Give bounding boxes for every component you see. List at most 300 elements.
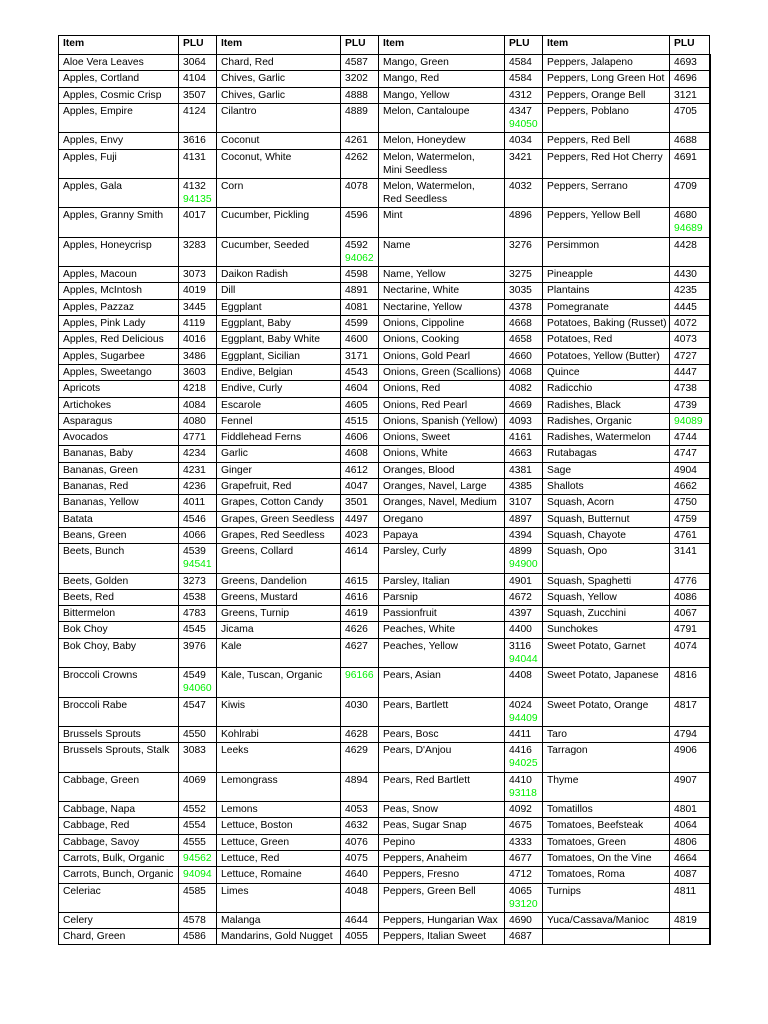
plu-code: 4024 — [509, 699, 532, 711]
plu-code: 4017 — [183, 210, 206, 222]
plu-code: 4619 — [345, 608, 368, 620]
item-name-cell — [543, 397, 670, 413]
item-name: Garlic — [221, 448, 248, 460]
plu-cell — [179, 413, 217, 429]
organic-plu-code: 94900 — [509, 559, 538, 571]
plu-code: 3976 — [183, 640, 206, 652]
plu-code: 4066 — [183, 529, 206, 541]
item-name-cell — [379, 697, 505, 726]
item-name-cell — [379, 462, 505, 478]
plu-cell — [179, 267, 217, 283]
plu-code: 3507 — [183, 89, 206, 101]
item-name: Eggplant, Sicilian — [221, 350, 300, 362]
item-name: Chard, Green — [63, 931, 126, 943]
plu-cell — [179, 446, 217, 462]
item-name-cell — [217, 912, 341, 928]
plu-cell — [341, 867, 379, 883]
item-name-cell — [379, 87, 505, 103]
table-row — [59, 802, 710, 818]
item-name: Kohlrabi — [221, 728, 259, 740]
item-name-cell — [379, 430, 505, 446]
item-name-cell — [217, 364, 341, 380]
item-name-cell — [217, 883, 341, 912]
item-name: Apples, Sugarbee — [63, 350, 145, 362]
plu-cell — [505, 726, 543, 742]
plu-code: 4677 — [509, 852, 532, 864]
item-name: Sweet Potato, Japanese — [547, 670, 659, 682]
plu-cell — [341, 149, 379, 178]
plu-code: 4891 — [345, 285, 368, 297]
plu-cell — [505, 462, 543, 478]
item-name-cell — [217, 55, 341, 71]
item-name-cell — [379, 149, 505, 178]
plu-cell — [670, 495, 710, 511]
item-name-cell — [217, 743, 341, 772]
item-name-cell — [59, 668, 179, 697]
plu-cell — [670, 364, 710, 380]
item-name-cell — [543, 726, 670, 742]
plu-code: 4082 — [509, 383, 532, 395]
item-name-cell — [217, 462, 341, 478]
item-name: Coconut, White — [221, 151, 292, 163]
item-name: Beans, Green — [63, 529, 127, 541]
item-name: Thyme — [547, 774, 579, 786]
item-name: Tomatillos — [547, 804, 593, 816]
item-name-cell — [59, 883, 179, 912]
plu-code: 4065 — [509, 885, 532, 897]
item-name-cell — [543, 883, 670, 912]
item-name-cell — [217, 818, 341, 834]
plu-code: 4783 — [183, 608, 206, 620]
plu-cell — [505, 316, 543, 332]
table-row — [59, 929, 710, 945]
plu-cell — [341, 912, 379, 928]
item-name-cell — [59, 589, 179, 605]
plu-cell — [179, 772, 217, 801]
plu-cell — [505, 55, 543, 71]
table-row — [59, 283, 710, 299]
item-name-cell — [217, 413, 341, 429]
plu-code: 4047 — [345, 481, 368, 492]
item-name-cell — [543, 527, 670, 543]
item-name-cell — [543, 430, 670, 446]
plu-cell — [179, 316, 217, 332]
plu-cell — [179, 818, 217, 834]
item-name: Kale, Tuscan, Organic — [221, 670, 323, 682]
item-name-cell — [217, 527, 341, 543]
item-name-cell — [217, 149, 341, 178]
plu-cell — [670, 237, 710, 266]
item-name: Pepino — [383, 836, 416, 848]
plu-code: 4546 — [183, 513, 206, 525]
item-name: Kale — [221, 640, 242, 652]
plu-code: 4032 — [509, 180, 532, 192]
plu-code: 4161 — [509, 432, 532, 444]
plu-code: 4705 — [674, 105, 697, 117]
item-name: Peaches, Yellow — [383, 640, 458, 652]
plu-code: 4750 — [674, 497, 697, 509]
item-name-cell — [59, 912, 179, 928]
item-name-cell — [59, 267, 179, 283]
table-row — [59, 479, 710, 495]
plu-cell — [341, 638, 379, 667]
item-name-cell — [59, 511, 179, 527]
plu-code: 4806 — [674, 836, 697, 848]
item-name-cell — [543, 299, 670, 315]
plu-cell — [670, 527, 710, 543]
item-name: Apricots — [63, 383, 101, 395]
table-row — [59, 430, 710, 446]
plu-code: 4447 — [674, 366, 697, 378]
item-name: Limes — [221, 885, 249, 897]
plu-cell — [341, 267, 379, 283]
item-name-cell — [543, 267, 670, 283]
item-name-cell — [379, 397, 505, 413]
plu-code: 4614 — [345, 546, 368, 558]
plu-code: 4596 — [345, 210, 368, 222]
item-name-cell — [379, 573, 505, 589]
plu-cell — [341, 573, 379, 589]
plu-cell — [505, 772, 543, 801]
item-name-cell — [379, 929, 505, 945]
item-name: Squash, Opo — [547, 546, 608, 558]
item-name-cell — [217, 929, 341, 945]
header-plu: PLU — [341, 36, 379, 55]
plu-cell — [670, 726, 710, 742]
item-name-cell — [543, 413, 670, 429]
plu-cell — [179, 237, 217, 266]
plu-cell — [670, 430, 710, 446]
item-name-cell — [543, 638, 670, 667]
item-name: Peppers, Yellow Bell — [547, 210, 641, 222]
plu-code: 3141 — [674, 546, 697, 558]
plu-cell — [670, 87, 710, 103]
item-name: Peppers, Serrano — [547, 180, 628, 192]
plu-cell — [341, 527, 379, 543]
item-name-cell — [543, 133, 670, 149]
plu-code: 3276 — [509, 239, 532, 251]
item-name: Peas, Sugar Snap — [383, 820, 467, 832]
table-row — [59, 527, 710, 543]
organic-plu-code: 94060 — [183, 683, 212, 695]
plu-code: 4011 — [183, 497, 206, 509]
item-name-cell — [217, 267, 341, 283]
plu-table — [58, 35, 711, 945]
table-row — [59, 912, 710, 928]
plu-cell — [179, 743, 217, 772]
plu-cell — [179, 495, 217, 511]
plu-cell — [341, 622, 379, 638]
plu-code: 4888 — [345, 89, 368, 101]
table-row — [59, 495, 710, 511]
plu-cell — [341, 589, 379, 605]
plu-code: 4430 — [674, 269, 697, 281]
plu-code: 4124 — [183, 105, 206, 117]
item-name: Kiwis — [221, 699, 246, 711]
plu-code: 4552 — [183, 804, 206, 816]
item-name: Cucumber, Pickling — [221, 210, 310, 222]
item-name-cell — [59, 149, 179, 178]
plu-cell — [670, 348, 710, 364]
plu-cell — [341, 87, 379, 103]
item-name: Peppers, Long Green Hot — [547, 73, 665, 85]
plu-code: 4397 — [509, 608, 532, 620]
plu-cell — [670, 397, 710, 413]
table-row — [59, 462, 710, 478]
item-name: Apples, Cosmic Crisp — [63, 89, 162, 101]
item-name: Mandarins, Gold Nugget — [221, 931, 333, 943]
plu-cell — [670, 850, 710, 866]
plu-cell — [670, 479, 710, 495]
item-name-cell — [59, 726, 179, 742]
item-name-cell — [379, 71, 505, 87]
item-name-cell — [379, 867, 505, 883]
plu-cell — [341, 726, 379, 742]
item-name-cell — [379, 638, 505, 667]
table-row — [59, 743, 710, 772]
item-name: Turnips — [547, 885, 581, 897]
plu-code: 4064 — [674, 820, 697, 832]
plu-code: 4119 — [183, 318, 206, 330]
plu-code: 4081 — [345, 301, 368, 313]
plu-code: 4055 — [345, 931, 368, 943]
item-name-cell — [59, 850, 179, 866]
item-name-cell — [543, 511, 670, 527]
item-name-cell — [379, 267, 505, 283]
item-name: Tomatoes, On the Vine — [547, 852, 652, 864]
table-row — [59, 299, 710, 315]
item-name-cell — [217, 87, 341, 103]
plu-code: 4550 — [183, 728, 206, 740]
item-name: Avocados — [63, 432, 109, 444]
plu-code: 4776 — [674, 575, 697, 587]
plu-code: 4075 — [345, 852, 368, 864]
plu-cell — [505, 495, 543, 511]
item-name-cell — [217, 237, 341, 266]
plu-cell — [179, 55, 217, 71]
item-name-cell — [379, 208, 505, 237]
item-name: Persimmon — [547, 239, 600, 251]
item-name-cell — [543, 850, 670, 866]
table-row — [59, 544, 710, 573]
header-row — [59, 36, 710, 55]
plu-code: 3421 — [509, 151, 532, 163]
plu-code: 4664 — [674, 852, 697, 864]
plu-code: 4627 — [345, 640, 368, 652]
item-name: Squash, Acorn — [547, 497, 614, 509]
plu-code: 4904 — [674, 464, 697, 476]
plu-cell — [341, 495, 379, 511]
plu-code: 4445 — [674, 301, 697, 313]
item-name: Peppers, Poblano — [547, 105, 629, 117]
plu-cell — [670, 133, 710, 149]
plu-code: 4262 — [345, 151, 368, 163]
plu-cell — [341, 929, 379, 945]
organic-plu-code: 94094 — [183, 869, 212, 881]
plu-cell — [341, 283, 379, 299]
item-name: Apples, Cortland — [63, 73, 140, 85]
item-name-cell — [543, 697, 670, 726]
item-name-cell — [543, 589, 670, 605]
plu-cell — [341, 479, 379, 495]
item-name-cell — [217, 589, 341, 605]
plu-cell — [341, 55, 379, 71]
item-name: Beets, Golden — [63, 575, 129, 587]
item-name-cell — [543, 208, 670, 237]
plu-code: 4901 — [509, 575, 532, 587]
item-name-cell — [543, 364, 670, 380]
plu-cell — [341, 178, 379, 207]
item-name: Malanga — [221, 914, 261, 926]
plu-code: 4668 — [509, 318, 532, 330]
plu-cell — [505, 348, 543, 364]
item-name: Plantains — [547, 285, 590, 297]
table-row — [59, 87, 710, 103]
plu-code: 4669 — [509, 399, 532, 411]
plu-code: 4693 — [674, 57, 697, 68]
item-name-cell — [543, 316, 670, 332]
plu-cell — [179, 668, 217, 697]
plu-cell — [670, 544, 710, 573]
plu-code: 4747 — [674, 448, 697, 460]
item-name: Tarragon — [547, 745, 588, 757]
item-name: Aloe Vera Leaves — [63, 57, 144, 68]
plu-code: 4549 — [183, 670, 206, 682]
plu-cell — [670, 462, 710, 478]
item-name: Sweet Potato, Orange — [547, 699, 649, 711]
plu-code: 4555 — [183, 836, 206, 848]
plu-cell — [179, 299, 217, 315]
plu-cell — [341, 332, 379, 348]
item-name-cell — [543, 772, 670, 801]
item-name: Parsnip — [383, 591, 418, 603]
item-name-cell — [59, 697, 179, 726]
item-name: Cilantro — [221, 105, 257, 117]
plu-code: 4069 — [183, 774, 206, 786]
item-name: Squash, Chayote — [547, 529, 626, 541]
item-name-cell — [59, 802, 179, 818]
table-row — [59, 133, 710, 149]
item-name: Grapes, Green Seedless — [221, 513, 335, 525]
header-item: Item — [59, 36, 179, 55]
plu-code: 4073 — [674, 334, 697, 346]
plu-cell — [179, 573, 217, 589]
organic-plu-code: 94135 — [183, 193, 212, 205]
table-row — [59, 573, 710, 589]
plu-code: 4791 — [674, 624, 697, 636]
plu-code: 4604 — [345, 383, 368, 395]
item-name-cell — [543, 55, 670, 71]
item-name-cell — [59, 316, 179, 332]
plu-code: 4497 — [345, 513, 368, 525]
plu-cell — [505, 397, 543, 413]
item-name: Red Seedless — [383, 193, 448, 205]
item-name: Dill — [221, 285, 236, 297]
item-name: Oregano — [383, 513, 424, 525]
plu-code: 4628 — [345, 728, 368, 740]
table-row — [59, 818, 710, 834]
plu-cell — [179, 332, 217, 348]
plu-code: 4087 — [674, 869, 697, 881]
item-name-cell — [217, 348, 341, 364]
item-name: Onions, Cooking — [383, 334, 460, 346]
item-name: Mini Seedless — [383, 164, 448, 176]
plu-code: 3171 — [345, 350, 368, 362]
item-name-cell — [543, 622, 670, 638]
plu-code: 4034 — [509, 135, 532, 147]
plu-cell — [670, 867, 710, 883]
item-name-cell — [59, 834, 179, 850]
item-name-cell — [543, 149, 670, 178]
item-name: Chives, Garlic — [221, 73, 286, 85]
item-name-cell — [379, 495, 505, 511]
plu-cell — [179, 622, 217, 638]
item-name-cell — [217, 397, 341, 413]
item-name: Apples, Gala — [63, 180, 122, 192]
item-name: Oranges, Navel, Large — [383, 481, 487, 492]
item-name-cell — [217, 850, 341, 866]
item-name: Peppers, Red Bell — [547, 135, 630, 147]
header-item: Item — [217, 36, 341, 55]
plu-cell — [341, 413, 379, 429]
plu-code: 3107 — [509, 497, 532, 509]
plu-code: 4606 — [345, 432, 368, 444]
table-row — [59, 622, 710, 638]
plu-cell — [505, 237, 543, 266]
item-name: Chard, Red — [221, 57, 274, 68]
item-name: Chives, Garlic — [221, 89, 286, 101]
plu-cell — [670, 332, 710, 348]
item-name-cell — [543, 668, 670, 697]
item-name: Lemons — [221, 804, 258, 816]
plu-cell — [179, 71, 217, 87]
item-name-cell — [379, 316, 505, 332]
plu-cell — [505, 381, 543, 397]
plu-cell — [179, 527, 217, 543]
item-name: Broccoli Crowns — [63, 670, 138, 682]
item-name-cell — [217, 772, 341, 801]
plu-code: 4696 — [674, 73, 697, 85]
item-name-cell — [59, 430, 179, 446]
plu-code: 4584 — [509, 73, 532, 85]
plu-cell — [179, 883, 217, 912]
plu-code: 4543 — [345, 366, 368, 378]
plu-code: 4547 — [183, 699, 206, 711]
plu-cell — [670, 511, 710, 527]
table-row — [59, 55, 710, 71]
plu-code: 4093 — [509, 415, 532, 427]
plu-code: 4078 — [345, 180, 368, 192]
item-name: Bok Choy — [63, 624, 108, 636]
plu-code: 4131 — [183, 151, 206, 163]
item-name-cell — [379, 818, 505, 834]
plu-cell — [505, 430, 543, 446]
plu-cell — [341, 348, 379, 364]
item-name: Carrots, Bunch, Organic — [63, 869, 174, 881]
item-name: Oranges, Navel, Medium — [383, 497, 497, 509]
plu-code: 4072 — [674, 318, 697, 330]
item-name-cell — [379, 622, 505, 638]
plu-cell — [179, 283, 217, 299]
plu-code: 4608 — [345, 448, 368, 460]
item-name: Apples, Fuji — [63, 151, 117, 163]
plu-cell — [341, 818, 379, 834]
item-name-cell — [379, 332, 505, 348]
item-name-cell — [379, 802, 505, 818]
item-name-cell — [379, 364, 505, 380]
item-name-cell — [59, 348, 179, 364]
plu-code: 4080 — [183, 415, 206, 427]
